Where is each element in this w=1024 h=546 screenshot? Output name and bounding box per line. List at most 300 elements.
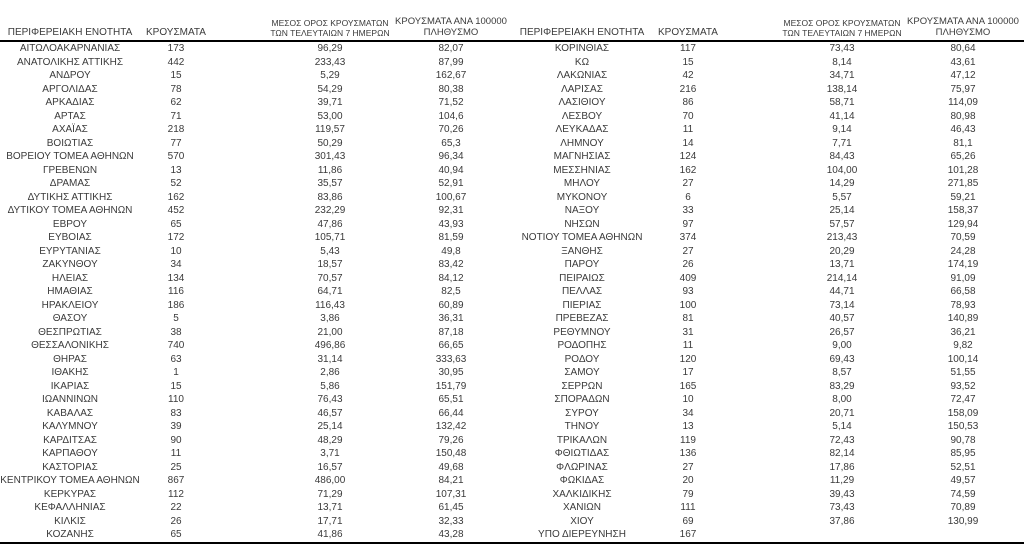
table-row xyxy=(512,41,1024,56)
table-row xyxy=(0,191,512,205)
region-name: ΦΘΙΩΤΙΔΑΣ xyxy=(554,448,610,459)
avg7-value: 17,86 xyxy=(829,461,855,473)
per100k-value: 129,94 xyxy=(947,218,979,230)
cases-value: 79 xyxy=(682,488,694,500)
table-row xyxy=(512,353,1024,367)
avg7-value xyxy=(782,528,902,542)
per100k-value: 87,18 xyxy=(438,326,464,338)
cases-value: 34 xyxy=(170,259,182,270)
per100k-value: 100,67 xyxy=(435,191,467,203)
avg7-value: 25,14 xyxy=(829,205,855,216)
per100k-value: 65,51 xyxy=(438,394,464,405)
avg7-value: 7,71 xyxy=(832,137,852,149)
header-per100k xyxy=(390,10,512,41)
per100k-value: 96,34 xyxy=(438,151,464,162)
header-per100k-line1: ΚΡΟΥΣΜΑΤΑ ΑΝΑ 100000 xyxy=(395,16,507,27)
table-row xyxy=(0,110,512,124)
per100k-value: 91,09 xyxy=(950,272,976,284)
region-name: ΠΡΕΒΕΖΑΣ xyxy=(555,313,609,324)
cases-value: 22 xyxy=(170,502,182,513)
region-name: ΛΗΜΝΟΥ xyxy=(560,137,604,149)
header-avg7-line2: ΤΩΝ ΤΕΛΕΥΤΑΙΩΝ 7 ΗΜΕΡΩΝ xyxy=(782,27,902,38)
region-name: ΣΕΡΡΩΝ xyxy=(561,380,603,392)
per100k-value: 80,64 xyxy=(950,43,976,54)
per100k-value: 85,95 xyxy=(950,448,976,459)
per100k-value: 130,99 xyxy=(947,515,979,527)
table-row xyxy=(512,447,1024,461)
cases-value: 442 xyxy=(167,56,185,68)
region-name: ΚΑΡΔΙΤΣΑΣ xyxy=(43,434,97,446)
per100k-value: 71,52 xyxy=(438,97,464,108)
cases-value: 165 xyxy=(679,380,697,392)
avg7-value: 44,71 xyxy=(829,286,855,297)
table-row xyxy=(0,461,512,475)
table-row xyxy=(0,528,512,542)
region-name: ΚΩ xyxy=(574,56,590,68)
region-name: ΗΜΑΘΙΑΣ xyxy=(47,286,93,297)
table-row xyxy=(512,123,1024,137)
per100k-value: 83,42 xyxy=(438,259,464,270)
region-name: ΚΙΛΚΙΣ xyxy=(54,515,86,527)
per100k-value: 59,21 xyxy=(950,191,976,203)
table-row xyxy=(0,434,512,448)
table-row xyxy=(512,96,1024,110)
cases-value: 11 xyxy=(682,124,694,135)
table-row xyxy=(0,488,512,502)
table-row xyxy=(512,488,1024,502)
avg7-value: 57,57 xyxy=(829,218,855,230)
region-name: ΦΛΩΡΙΝΑΣ xyxy=(556,461,608,473)
per100k-value: 61,45 xyxy=(438,502,464,513)
region-name: ΜΥΚΟΝΟΥ xyxy=(556,191,608,203)
avg7-value: 3,86 xyxy=(320,313,340,324)
per100k-value: 51,55 xyxy=(950,367,976,378)
per100k-value: 32,33 xyxy=(438,515,464,527)
region-name: ΧΑΛΚΙΔΙΚΗΣ xyxy=(552,488,612,500)
avg7-value: 17,71 xyxy=(317,515,343,527)
header-per100k-line1: ΚΡΟΥΣΜΑΤΑ ΑΝΑ 100000 xyxy=(907,16,1019,27)
table-row xyxy=(0,123,512,137)
table-row xyxy=(512,69,1024,83)
region-name: ΒΟΙΩΤΙΑΣ xyxy=(46,137,94,149)
cases-value: 70 xyxy=(682,110,694,122)
region-name: ΜΑΓΝΗΣΙΑΣ xyxy=(553,151,611,162)
region-name: ΘΑΣΟΥ xyxy=(52,313,88,324)
per100k-value: 107,31 xyxy=(435,488,467,500)
cases-value: 570 xyxy=(167,151,185,162)
region-name: ΦΩΚΙΔΑΣ xyxy=(559,475,605,486)
cases-value: 10 xyxy=(682,394,694,405)
avg7-value: 104,00 xyxy=(826,164,858,176)
per100k-value: 79,26 xyxy=(438,434,464,446)
avg7-value: 35,57 xyxy=(317,178,343,189)
avg7-value: 18,57 xyxy=(317,259,343,270)
avg7-value: 37,86 xyxy=(829,515,855,527)
cases-value: 120 xyxy=(679,353,697,365)
avg7-value: 83,86 xyxy=(317,191,343,203)
region-name: ΛΑΡΙΣΑΣ xyxy=(561,83,603,95)
avg7-value: 214,14 xyxy=(826,272,858,284)
cases-value: 100 xyxy=(679,299,697,311)
table-row xyxy=(512,434,1024,448)
per100k-value: 87,99 xyxy=(438,56,464,68)
table-row xyxy=(0,393,512,407)
region-name: ΗΡΑΚΛΕΙΟΥ xyxy=(41,299,99,311)
per100k-value: 66,58 xyxy=(950,286,976,297)
header-avg7 xyxy=(270,10,390,41)
table-row xyxy=(0,164,512,178)
avg7-value: 39,43 xyxy=(829,488,855,500)
per100k-value: 72,47 xyxy=(950,394,976,405)
table-row xyxy=(512,366,1024,380)
per100k-value: 30,95 xyxy=(438,367,464,378)
avg7-value: 119,57 xyxy=(315,124,345,135)
cases-value: 26 xyxy=(170,515,182,527)
avg7-value: 58,71 xyxy=(829,97,855,108)
table-row xyxy=(0,177,512,191)
per100k-value: 70,59 xyxy=(950,232,976,243)
cases-value: 119 xyxy=(680,434,696,446)
cases-value: 162 xyxy=(167,191,185,203)
region-name: ΠΕΙΡΑΙΩΣ xyxy=(559,272,605,284)
table-row xyxy=(512,407,1024,421)
per100k-value: 162,67 xyxy=(435,70,467,81)
cases-value: 83 xyxy=(170,407,182,419)
region-name: ΥΠΟ ΔΙΕΡΕΥΝΗΣΗ xyxy=(538,529,626,540)
avg7-value: 9,00 xyxy=(832,340,852,351)
avg7-value: 9,14 xyxy=(832,124,852,135)
avg7-value: 16,57 xyxy=(317,461,343,473)
region-name: ΤΗΝΟΥ xyxy=(564,421,600,432)
avg7-value: 70,57 xyxy=(317,272,343,284)
header-avg7-line1: ΜΕΣΟΣ ΟΡΟΣ ΚΡΟΥΣΜΑΤΩΝ xyxy=(271,18,389,28)
per100k-value: 82,07 xyxy=(438,43,464,54)
table-row xyxy=(0,69,512,83)
per100k-value: 93,52 xyxy=(950,380,976,392)
per100k-value: 66,65 xyxy=(438,340,464,351)
cases-value: 39 xyxy=(170,421,182,432)
cases-value: 25 xyxy=(170,461,182,473)
region-name: ΔΥΤΙΚΟΥ ΤΟΜΕΑ ΑΘΗΝΩΝ xyxy=(7,205,133,216)
avg7-value: 83,29 xyxy=(829,380,855,392)
region-name: ΣΥΡΟΥ xyxy=(565,407,599,419)
cases-value: 90 xyxy=(170,434,182,446)
cases-value: 134 xyxy=(167,272,185,284)
region-name: ΘΕΣΠΡΩΤΙΑΣ xyxy=(38,326,102,338)
avg7-value: 11,86 xyxy=(317,164,343,176)
per100k-value: 49,57 xyxy=(950,475,976,486)
cases-value: 216 xyxy=(679,83,697,95)
table-row xyxy=(512,258,1024,272)
header-row xyxy=(0,10,512,41)
table-row xyxy=(512,339,1024,353)
cases-value: 15 xyxy=(170,380,182,392)
cases-value: 374 xyxy=(679,232,697,243)
table-bottom-rule xyxy=(0,542,1024,546)
per100k-value: 140,89 xyxy=(947,313,979,324)
avg7-value: 20,71 xyxy=(829,407,855,419)
cases-value: 15 xyxy=(682,56,694,68)
cases-value: 162 xyxy=(679,164,697,176)
per100k-value: 150,48 xyxy=(435,448,467,459)
cases-value: 71 xyxy=(170,110,182,122)
table-row xyxy=(0,447,512,461)
region-name: ΚΑΒΑΛΑΣ xyxy=(46,407,94,419)
region-name: ΖΑΚΥΝΘΟΥ xyxy=(42,259,98,270)
table-row xyxy=(0,96,512,110)
per100k-value: 81,59 xyxy=(438,232,464,243)
avg7-value: 213,43 xyxy=(826,232,858,243)
avg7-value: 72,43 xyxy=(829,434,855,446)
avg7-value: 13,71 xyxy=(829,259,855,270)
per100k-value: 151,79 xyxy=(435,380,467,392)
region-name: ΚΑΡΠΑΘΟΥ xyxy=(42,448,98,459)
region-name: ΛΑΣΙΘΙΟΥ xyxy=(558,97,606,108)
cases-value: 17 xyxy=(682,367,694,378)
header-row xyxy=(512,10,1024,41)
region-name: ΑΡΚΑΔΙΑΣ xyxy=(45,97,95,108)
per100k-value: 158,09 xyxy=(947,407,979,419)
cases-value: 124 xyxy=(679,151,697,162)
per100k-value: 84,12 xyxy=(438,272,464,284)
region-name: ΤΡΙΚΑΛΩΝ xyxy=(556,434,608,446)
table-row xyxy=(512,56,1024,70)
region-name: ΚΕΦΑΛΛΗΝΙΑΣ xyxy=(34,502,106,513)
per100k-value: 271,85 xyxy=(947,178,979,189)
per100k-value: 333,63 xyxy=(435,353,467,365)
cases-value: 452 xyxy=(167,205,185,216)
avg7-value: 21,00 xyxy=(317,326,343,338)
avg7-value: 48,29 xyxy=(317,434,343,446)
region-name: ΑΧΑΪΑΣ xyxy=(52,124,88,135)
cases-value: 186 xyxy=(167,299,185,311)
header-region: ΠΕΡΙΦΕΡΕΙΑΚΗ ΕΝΟΤΗΤΑ xyxy=(512,10,652,41)
per100k-value: 49,68 xyxy=(438,461,464,473)
header-cases: ΚΡΟΥΣΜΑΤΑ xyxy=(652,10,782,41)
per100k-value: 75,97 xyxy=(950,83,976,95)
cases-value: 112 xyxy=(168,488,184,500)
region-name: ΜΕΣΣΗΝΙΑΣ xyxy=(553,164,611,176)
avg7-value: 105,71 xyxy=(314,232,346,243)
region-name: ΚΑΛΥΜΝΟΥ xyxy=(42,421,98,432)
cases-value: 173 xyxy=(167,43,185,54)
regional-cases-table-right xyxy=(512,10,1024,542)
per100k-value: 80,38 xyxy=(438,83,464,95)
avg7-value: 486,00 xyxy=(314,475,346,486)
per100k-value: 80,98 xyxy=(950,110,976,122)
per100k-value: 52,51 xyxy=(950,461,976,473)
cases-value: 10 xyxy=(170,245,182,257)
region-name: ΛΕΣΒΟΥ xyxy=(561,110,603,122)
cases-value: 167 xyxy=(679,529,697,540)
per100k-value: 70,26 xyxy=(438,124,464,135)
per100k-value: 52,91 xyxy=(438,178,464,189)
cases-value: 117 xyxy=(680,43,696,54)
region-name: ΜΗΛΟΥ xyxy=(563,178,601,189)
table-row xyxy=(0,41,512,56)
cases-tables-container xyxy=(0,10,1024,542)
table-row xyxy=(0,299,512,313)
cases-value: 27 xyxy=(682,178,694,189)
table-row xyxy=(0,83,512,97)
table-row xyxy=(0,218,512,232)
per100k-value: 81,1 xyxy=(953,137,973,149)
avg7-value: 34,71 xyxy=(829,70,855,81)
avg7-value: 73,14 xyxy=(829,299,855,311)
avg7-value: 5,43 xyxy=(320,245,340,257)
cases-value: 218 xyxy=(167,124,185,135)
cases-value: 13 xyxy=(682,421,694,432)
table-row xyxy=(512,83,1024,97)
region-name: ΛΑΚΩΝΙΑΣ xyxy=(556,70,608,81)
table-row xyxy=(512,218,1024,232)
per100k-value: 66,44 xyxy=(438,407,464,419)
table-row xyxy=(512,164,1024,178)
avg7-value: 31,14 xyxy=(317,353,343,365)
avg7-value: 8,57 xyxy=(832,367,852,378)
cases-value: 97 xyxy=(682,218,694,230)
avg7-value: 53,00 xyxy=(317,110,343,122)
cases-value: 15 xyxy=(170,70,182,81)
table-row xyxy=(0,150,512,164)
cases-value: 63 xyxy=(170,353,182,365)
region-name: ΙΘΑΚΗΣ xyxy=(51,367,89,378)
region-name: ΙΩΑΝΝΙΝΩΝ xyxy=(41,394,99,405)
region-name: ΔΥΤΙΚΗΣ ΑΤΤΙΚΗΣ xyxy=(27,191,113,203)
region-name: ΞΑΝΘΗΣ xyxy=(561,245,603,257)
cases-value: 13 xyxy=(170,164,182,176)
avg7-value: 138,14 xyxy=(826,83,858,95)
table-row xyxy=(0,501,512,515)
avg7-value: 71,29 xyxy=(317,488,343,500)
table-row xyxy=(512,204,1024,218)
avg7-value: 73,43 xyxy=(829,502,855,513)
avg7-value: 20,29 xyxy=(829,245,855,257)
avg7-value: 2,86 xyxy=(320,367,340,378)
per100k-value: 60,89 xyxy=(438,299,464,311)
header-avg7-line2: ΤΩΝ ΤΕΛΕΥΤΑΙΩΝ 7 ΗΜΕΡΩΝ xyxy=(270,27,390,38)
table-row xyxy=(0,326,512,340)
table-row xyxy=(512,393,1024,407)
cases-value: 65 xyxy=(170,529,182,540)
region-name: ΑΡΓΟΛΙΔΑΣ xyxy=(42,83,98,95)
per100k-value: 46,43 xyxy=(950,124,976,135)
cases-value: 62 xyxy=(170,97,182,108)
avg7-value: 8,14 xyxy=(832,56,852,68)
region-name: ΔΡΑΜΑΣ xyxy=(49,178,91,189)
table-row xyxy=(0,515,512,529)
region-name: ΑΡΤΑΣ xyxy=(54,110,86,122)
table-row xyxy=(512,528,1024,542)
table-row xyxy=(512,137,1024,151)
avg7-value: 40,57 xyxy=(829,313,855,324)
table-row xyxy=(512,326,1024,340)
per100k-value: 43,61 xyxy=(950,56,976,68)
region-name: ΚΑΣΤΟΡΙΑΣ xyxy=(42,461,98,473)
region-name: ΚΕΝΤΡΙΚΟΥ ΤΟΜΕΑ ΑΘΗΝΩΝ xyxy=(0,475,140,486)
avg7-value: 41,86 xyxy=(317,529,343,540)
table-row xyxy=(512,312,1024,326)
cases-value: 867 xyxy=(167,475,185,486)
cases-value: 69 xyxy=(682,515,694,527)
avg7-value: 73,43 xyxy=(829,43,855,54)
table-row xyxy=(0,204,512,218)
per100k-value: 65,26 xyxy=(950,151,976,162)
region-name: ΕΥΒΟΙΑΣ xyxy=(48,232,92,243)
region-name: ΕΒΡΟΥ xyxy=(52,218,88,230)
table-row xyxy=(0,380,512,394)
avg7-value: 233,43 xyxy=(314,56,346,68)
table-row xyxy=(0,258,512,272)
table-row xyxy=(0,366,512,380)
per100k-value: 36,21 xyxy=(950,326,976,338)
table-row xyxy=(512,474,1024,488)
per100k-value: 84,21 xyxy=(438,475,464,486)
cases-value: 52 xyxy=(170,178,182,189)
per100k-value: 70,89 xyxy=(950,502,976,513)
avg7-value: 13,71 xyxy=(317,502,343,513)
table-row xyxy=(512,420,1024,434)
region-name: ΛΕΥΚΑΔΑΣ xyxy=(555,124,609,135)
header-avg7-line1: ΜΕΣΟΣ ΟΡΟΣ ΚΡΟΥΣΜΑΤΩΝ xyxy=(783,18,901,28)
cases-value: 136 xyxy=(679,448,697,459)
avg7-value: 11,29 xyxy=(829,475,855,486)
region-name: ΚΟΖΑΝΗΣ xyxy=(46,529,94,540)
per100k-value: 90,78 xyxy=(950,434,976,446)
avg7-value: 232,29 xyxy=(314,205,346,216)
per100k-value: 101,28 xyxy=(947,164,979,176)
table-row xyxy=(512,177,1024,191)
header-cases: ΚΡΟΥΣΜΑΤΑ xyxy=(140,10,270,41)
region-name: ΒΟΡΕΙΟΥ ΤΟΜΕΑ ΑΘΗΝΩΝ xyxy=(6,151,134,162)
avg7-value: 301,43 xyxy=(314,151,346,162)
cases-value: 86 xyxy=(682,97,694,108)
header-avg7 xyxy=(782,10,902,41)
per100k-value: 9,82 xyxy=(953,340,973,351)
cases-value: 78 xyxy=(170,83,182,95)
table-row xyxy=(512,501,1024,515)
avg7-value: 41,14 xyxy=(829,110,855,122)
cases-value: 6 xyxy=(685,191,691,203)
per100k-value: 100,14 xyxy=(947,353,979,365)
per100k-value: 174,19 xyxy=(947,259,979,270)
table-row xyxy=(0,339,512,353)
per100k-value xyxy=(902,528,1024,542)
cases-value: 38 xyxy=(170,326,182,338)
region-name: ΑΝΑΤΟΛΙΚΗΣ ΑΤΤΙΚΗΣ xyxy=(16,56,124,68)
avg7-value: 69,43 xyxy=(829,353,855,365)
per100k-value: 132,42 xyxy=(435,421,467,432)
cases-value: 33 xyxy=(682,205,694,216)
table-body-right xyxy=(512,41,1024,542)
cases-value: 409 xyxy=(679,272,697,284)
region-name: ΝΗΣΩΝ xyxy=(564,218,600,230)
region-name: ΡΟΔΟΠΗΣ xyxy=(557,340,607,351)
per100k-value: 36,31 xyxy=(438,313,464,324)
region-name: ΧΙΟΥ xyxy=(570,515,594,527)
cases-value: 11 xyxy=(682,340,694,351)
per100k-value: 82,5 xyxy=(441,286,461,297)
cases-value: 81 xyxy=(682,313,694,324)
table-row xyxy=(512,299,1024,313)
per100k-value: 40,94 xyxy=(438,164,464,176)
avg7-value: 54,29 xyxy=(317,83,343,95)
avg7-value: 116,43 xyxy=(315,299,345,311)
table-row xyxy=(0,353,512,367)
avg7-value: 47,86 xyxy=(317,218,343,230)
region-name: ΘΗΡΑΣ xyxy=(53,353,87,365)
cases-value: 77 xyxy=(170,137,182,149)
